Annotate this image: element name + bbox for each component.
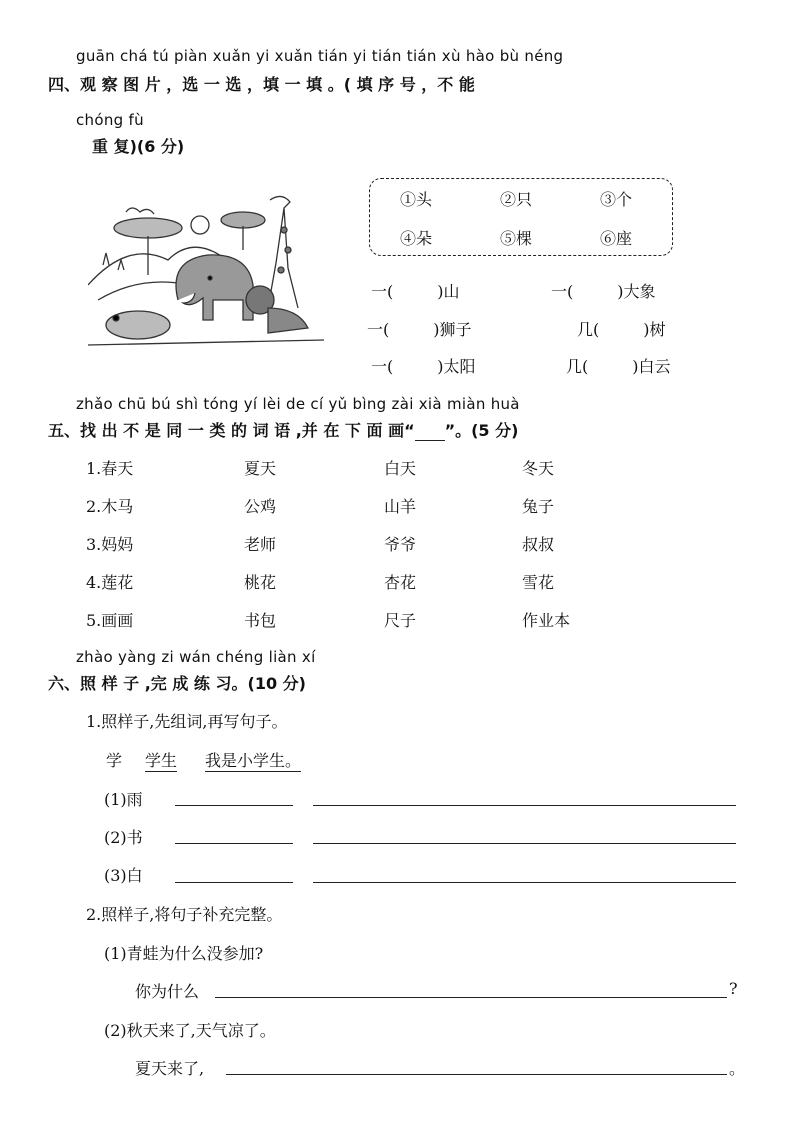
blank-pre: 一( — [371, 282, 394, 301]
blank-post: )太阳 — [437, 357, 476, 376]
word-answer-line[interactable] — [175, 843, 293, 844]
q5-word[interactable]: 5.画画 — [86, 611, 134, 630]
word-answer-line[interactable] — [175, 805, 293, 806]
sentence-answer-line[interactable] — [313, 805, 736, 806]
q5-word[interactable]: 白天 — [384, 459, 417, 478]
option-5: ⑤棵 — [500, 229, 533, 248]
q5-word[interactable]: 老师 — [244, 535, 277, 554]
blank-sun[interactable] — [371, 354, 476, 377]
sentence-answer-line[interactable] — [313, 843, 736, 844]
fill1-prefix: 你为什么 — [135, 982, 200, 1001]
example-word: 学生 — [145, 748, 177, 772]
q6-part1-instruction: 1.照样子,先组词,再写句子。 — [86, 712, 288, 731]
word-answer-line[interactable] — [175, 882, 293, 883]
q5-word[interactable]: 书包 — [244, 611, 277, 630]
fill2-answer-line[interactable] — [226, 1074, 727, 1075]
q6-pinyin: zhào yàng zi wán chéng liàn xí — [76, 648, 316, 666]
q6-part2-instruction: 2.照样子,将句子补充完整。 — [86, 905, 283, 924]
q5-word[interactable]: 3.妈妈 — [86, 535, 134, 554]
q5-word[interactable]: 山羊 — [384, 497, 417, 516]
blank-post: )狮子 — [433, 320, 472, 339]
blank-pre: 一( — [551, 282, 574, 301]
example-2: (2)秋天来了,天气凉了。 — [104, 1021, 276, 1040]
q5-word[interactable]: 杏花 — [384, 573, 417, 592]
option-4: ④朵 — [400, 229, 433, 248]
item-rain: (1)雨 — [104, 790, 143, 809]
q5-word[interactable]: 4.莲花 — [86, 573, 134, 592]
option-3: ③个 — [600, 190, 633, 209]
q5-word[interactable]: 作业本 — [522, 611, 571, 630]
option-6: ⑥座 — [600, 229, 633, 248]
fill1-end-mark: ? — [729, 979, 738, 998]
q5-word[interactable]: 桃花 — [244, 573, 277, 592]
blank-pre: 几( — [577, 320, 600, 339]
blank-lion[interactable] — [367, 317, 472, 340]
fill2-prefix: 夏天来了, — [135, 1059, 205, 1078]
q5-word[interactable]: 叔叔 — [522, 535, 555, 554]
q5-word[interactable]: 冬天 — [522, 459, 555, 478]
q5-title — [48, 418, 518, 441]
underline-sample — [415, 426, 445, 441]
fill2-end-mark: 。 — [729, 1059, 746, 1078]
blank-cloud[interactable] — [566, 354, 671, 377]
blank-pre: 一( — [371, 357, 394, 376]
q4-title-cont: 重 复)(6 分) — [92, 137, 185, 156]
example-sentence: 我是小学生。 — [205, 748, 301, 772]
example-1: (1)青蛙为什么没参加? — [104, 944, 264, 963]
blank-post: )树 — [643, 320, 666, 339]
q4-pinyin-line2: chóng fù — [76, 111, 144, 129]
q5-word[interactable]: 尺子 — [384, 611, 417, 630]
q5-word[interactable]: 兔子 — [522, 497, 555, 516]
q5-word[interactable]: 爷爷 — [384, 535, 417, 554]
blank-tree[interactable] — [577, 317, 666, 340]
q4-title: 四、观 察 图 片 ，选 一 选 ，填 一 填 。( 填 序 号 ，不 能 — [48, 75, 475, 94]
blank-pre: 几( — [566, 357, 589, 376]
q5-word[interactable]: 雪花 — [522, 573, 555, 592]
example-char: 学 — [106, 751, 123, 770]
q5-word[interactable]: 2.木马 — [86, 497, 134, 516]
item-white: (3)白 — [104, 866, 143, 885]
blank-pre: 一( — [367, 320, 390, 339]
q5-title-text: 五、找 出 不 是 同 一 类 的 词 语 ,并 在 下 面 画“ — [48, 421, 415, 440]
blank-mountain[interactable] — [371, 279, 460, 302]
option-1: ①头 — [400, 190, 433, 209]
animals-illustration — [88, 190, 324, 352]
blank-post: )山 — [437, 282, 460, 301]
q6-title: 六、照 样 子 ,完 成 练 习。(10 分) — [48, 674, 306, 693]
q5-word[interactable]: 1.春天 — [86, 459, 134, 478]
q4-pinyin-line1: guān chá tú piàn xuǎn yi xuǎn tián yi tián tián xù hào bù néng — [76, 47, 564, 65]
q5-word[interactable]: 公鸡 — [244, 497, 277, 516]
blank-post: )大象 — [617, 282, 656, 301]
sentence-answer-line[interactable] — [313, 882, 736, 883]
q5-pinyin: zhǎo chū bú shì tóng yí lèi de cí yǔ bìng zài xià miàn huà — [76, 395, 520, 413]
q5-title-end: ”。(5 分) — [444, 421, 519, 440]
item-book: (2)书 — [104, 828, 143, 847]
q5-word[interactable]: 夏天 — [244, 459, 277, 478]
blank-post: )白云 — [632, 357, 671, 376]
blank-elephant[interactable] — [551, 279, 656, 302]
option-2: ②只 — [500, 190, 533, 209]
fill1-answer-line[interactable] — [215, 997, 727, 998]
